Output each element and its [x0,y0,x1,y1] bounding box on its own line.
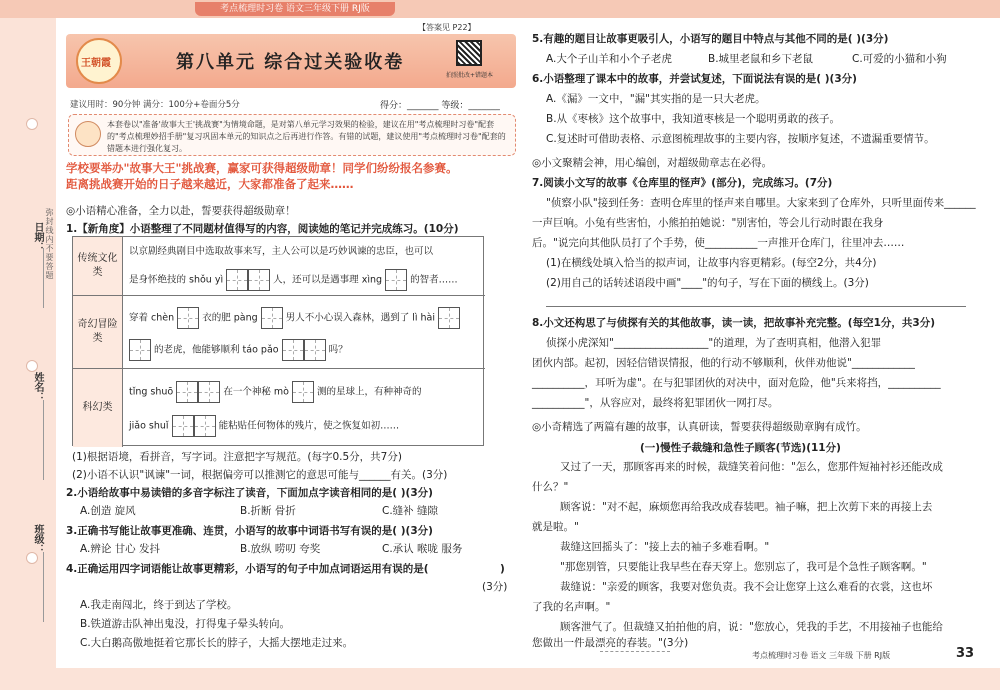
story-intro: 学校要举办"故事大王"挑战赛，赢家可获得超级勋章！同学们纷纷报名参赛。 距离挑战赛开始的日子越来越近，大家都准备了起来…… [66,161,458,191]
answer-box[interactable] [385,269,407,291]
class-line [43,552,44,622]
name-label: 姓名： [32,372,43,402]
seal-note: 弥封线内不要答题 [45,208,54,280]
reading-paragraph: 了我的名声啊。" [532,601,611,613]
answer-box[interactable] [176,381,198,403]
table-text: 以京剧经典剧目中选取故事来写，主人公可以是巧妙讽谏的忠臣，也可以 [129,246,434,257]
answer-box[interactable] [248,269,270,291]
question-3: 3.正确书写能让故事更准确、连贯，小语写的故事中词语书写有误的是( )(3分) [66,525,433,537]
question-7-part-1: (1)在横线处填入恰当的拟声词，让故事内容更精彩。(每空2分，共4分) [546,257,877,269]
page-number: 33 [956,646,975,661]
reading-paragraph: 什么？" [532,481,569,493]
question-8: 8.小文还构思了与侦探有关的其他故事，读一读，把故事补充完整。(每空1分，共3分) [532,317,936,329]
q5-option-b[interactable]: B.城里老鼠和乡下老鼠 [708,53,814,65]
answer-box[interactable] [282,339,304,361]
table-text: jiǎo shuǐ 能粘贴任何物体的残片，使之恢复如初…… [129,415,399,437]
category-cell: 科幻类 [73,369,123,447]
category-cell: 传统文化类 [73,237,123,295]
name-line [43,400,44,480]
story-paragraph: 侦探小虎深知"__________________"的道理，为了查明真相，他潜入犯罪 [546,337,882,349]
question-5: 5.有趣的题目让故事更吸引人，小语写的题目中特点与其他不同的是( )(3分) [532,33,889,45]
exam-time: 建议用时：90分钟 满分：100分+卷面分5分 [70,100,240,110]
table-text: 是身怀绝技的 shǒu yì 人，还可以是遇事理 xìng 的智者…… [129,269,458,291]
bottom-bar [0,668,1000,690]
answer-box[interactable] [129,339,151,361]
question-1-part-1: (1)根据语境，看拼音，写字词。注意把字写规范。(每字0.5分，共7分) [72,451,402,463]
question-6: 6.小语整理了课本中的故事，并尝试复述，下面说法有误的是( )(3分) [532,73,857,85]
q4-option-c[interactable]: C.大白鹅高傲地挺着它那长长的脖子，大摇大摆地走过来。 [80,637,354,649]
reading-paragraph: 又过了一天，那顾客再来的时候，裁缝笑着问他："怎么，您那件短袖衬衫还能改成 [560,461,943,473]
question-7-part-2: (2)用自己的话转述语段中画"____"的句子，写在下面的横线上。(3分) [546,277,869,289]
reading-paragraph: 裁缝说："亲爱的顾客，我要对您负责。我不会让您穿上这么难看的衣裳，这也坏 [560,581,933,593]
answer-box[interactable] [304,339,326,361]
answer-box[interactable] [177,307,199,329]
teacher-avatar-icon [75,121,101,147]
answer-box[interactable] [226,269,248,291]
brand-logo: 王朝霞 [76,38,122,84]
notes-table [72,236,484,446]
reading-title: (一)慢性子裁缝和急性子顾客(节选)(11分) [640,442,841,454]
lead-text: ◎小语精心准备，全力以赴，誓要获得超级勋章！ [66,205,296,217]
answer-box[interactable] [172,415,194,437]
story-paragraph: "侦察小队"接到任务：查明仓库里的怪声来自哪里。大家来到了仓库外，只听里面传来______ [546,197,976,209]
answer-box[interactable] [438,307,460,329]
page-title: 第八单元 综合过关验收卷 [176,52,405,73]
punch-hole [26,118,38,130]
reading-paragraph: 就是啦。" [532,521,579,533]
punch-hole [26,360,38,372]
reading-paragraph: 裁缝这回摇头了："接上去的袖子多难看啊。" [560,541,770,553]
q2-option-c[interactable]: C.缝补 缝隙 [382,505,439,517]
q6-option-c[interactable]: C.复述时可借助表格、示意图梳理故事的主要内容，按顺序复述，不遗漏重要情节。 [546,133,935,145]
intro-text: 本套卷以"准备'故事大王'挑战赛"为情境命题，是对第八单元学习效果的检验，建议在用"考点梳理时习卷"配套的"考点梳理妙招手册"复习巩固本单元的知识点之后再进行作答。有错的试题，建议使用"考点梳理时习卷"配套的错题本进行强化复习。 [107,120,506,153]
top-bar [0,0,1000,18]
q2-option-a[interactable]: A.创造 旋风 [80,505,136,517]
category-cell: 奇幻冒险类 [73,296,123,368]
question-1: 1.【新角度】小语整理了不同题材值得写的内容，阅读她的笔记并完成练习。(10分) [66,223,459,235]
table-text: 的老虎，他能够顺利 táo pǎo 吗？ [129,339,348,361]
q3-option-b[interactable]: B.放纵 唠叨 夸奖 [240,543,321,555]
answer-box[interactable] [194,415,216,437]
reading-paragraph: 顾客说："对不起，麻烦您再给我改成春装吧。袖子嘛，把上次剪下来的再接上去 [560,501,933,513]
intro-box [68,114,516,156]
lead-text: ◎小文聚精会神，用心编创，对超级勋章志在必得。 [532,157,773,169]
story-paragraph: 一声巨响。小兔有些害怕，小熊拍拍她说："别害怕，等会儿行动时跟在我身 [532,217,884,229]
reading-paragraph: 顾客泄气了。但裁缝又拍拍他的肩，说："您放心，凭我的手艺，不用接袖子也能给 [560,621,943,633]
answer-box[interactable] [198,381,220,403]
q4-option-b[interactable]: B.铁道游击队神出鬼没，打得鬼子晕头转向。 [80,618,291,630]
answer-box[interactable] [261,307,283,329]
date-label: 日期： [32,222,43,252]
q3-option-a[interactable]: A.辨论 甘心 发抖 [80,543,161,555]
question-4: 4.正确运用四字词语能让故事更精彩，小语写的句子中加点词语运用有误的是( [66,563,429,575]
lead-text: ◎小奇精选了两篇有趣的故事，认真研读，誓要获得超级勋章胸有成竹。 [532,421,867,433]
q4-option-a[interactable]: A.我走南闯北，终于到达了学校。 [80,599,238,611]
answer-reference: 【答案见 P22】 [418,23,476,32]
question-7: 7.阅读小文写的故事《仓库里的怪声》(部分)，完成练习。(7分) [532,177,833,189]
qr-code-icon[interactable] [456,40,482,66]
footer-text: 考点梳理时习卷 语文 三年级 下册 RJ版 [752,651,891,660]
question-4-score: (3分) [482,581,508,593]
story-paragraph: 团伙内部。起初，因轻信错误情报，他的行动不够顺利，伙伴劝他说"____________ [532,357,915,369]
story-paragraph: __________"，从容应对，最终将犯罪团伙一网打尽。 [532,397,779,409]
story-paragraph: 后。"说完向其他队员打了个手势，使__________一声推开仓库门，往里冲去…… [532,237,905,249]
q3-option-c[interactable]: C.承认 喉咙 服务 [382,543,463,555]
answer-line[interactable] [546,306,966,307]
question-4-close: ) [500,563,505,575]
question-2: 2.小语给故事中易读错的多音字标注了读音，下面加点字读音相同的是( )(3分) [66,487,433,499]
score-fields: 得分：_______ 等级：_______ [380,101,500,111]
question-1-part-2: (2)小语不认识"讽谏"一词，根据偏旁可以推测它的意思可能与______有关。(3分) [72,469,448,481]
table-text: tǐng shuō 在一个神秘 mò 测的星球上，有种神奇的 [129,381,421,403]
answer-box[interactable] [292,381,314,403]
top-banner: 考点梳理时习卷 语文三年级下册 RJ版 [195,2,395,16]
reading-paragraph: 您做出一件最漂亮的春装。"(3分) [532,637,689,649]
q6-option-b[interactable]: B.从《枣核》这个故事中，我知道枣核是一个聪明勇敢的孩子。 [546,113,841,125]
class-label: 班级： [32,524,43,554]
q5-option-c[interactable]: C.可爱的小猫和小狗 [852,53,947,65]
q5-option-a[interactable]: A.大个子山羊和小个子老虎 [546,53,672,65]
table-text: 穿着 chèn 衣的肥 pàng 男人不小心误入森林，遇到了 lì hài [129,307,460,329]
story-paragraph: __________，耳听为虚"。在与犯罪团伙的对决中，面对危险，他"兵来将挡，__________ [532,377,941,389]
q2-option-b[interactable]: B.折断 骨折 [240,505,296,517]
qr-caption: 拍照批改+错题本 [446,72,494,79]
reading-paragraph: "那您别管，只要能让我早些在春天穿上。您别忘了，我可是个急性子顾客啊。" [560,561,927,573]
q6-option-a[interactable]: A.《漏》一文中，"漏"其实指的是一只大老虎。 [546,93,766,105]
